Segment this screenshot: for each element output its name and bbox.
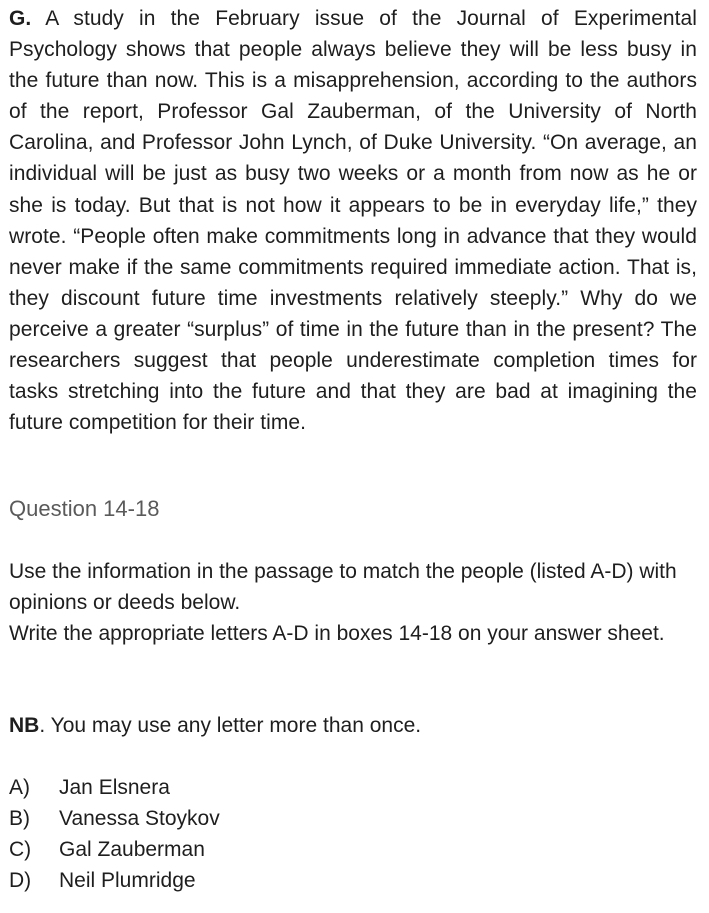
- option-item: [9, 834, 220, 865]
- option-item: [9, 865, 220, 896]
- option-name: Jan Elsnera: [59, 776, 170, 799]
- option-item: [9, 803, 220, 834]
- instructions: [9, 556, 699, 649]
- section-heading: Question 14-18: [9, 496, 160, 521]
- option-name: Neil Plumridge: [59, 869, 196, 892]
- option-item: [9, 772, 220, 803]
- passage-paragraph: [9, 3, 697, 438]
- option-letter: B): [9, 807, 30, 830]
- note: [9, 710, 421, 741]
- option-letter: A): [9, 776, 30, 799]
- passage-text: A study in the February issue of the Journal of Experimental Psychology shows that people always believe they will be less busy in the future than now. This is a misapprehension, according to the authors of the report, Professor Gal Zauberman, of the University of North Carolina, and Professor John Lynch, of Duke University. “On average, an individual will be just as busy two weeks or a month from now as he or she is today. But that is not how it appears to be in everyday life,” they wrote. “People often make commitments long in advance that they would never make if the same commitments required immediate action. That is, they discount future time investments relatively steeply.” Why do we perceive a greater “surplus” of time in the future than in the present? The researchers suggest that people underestimate completion times for tasks stretching into the future and that they are bad at imagining the future competition for their time.: [9, 7, 697, 435]
- option-name: Gal Zauberman: [59, 838, 205, 861]
- options-list: [9, 772, 220, 896]
- passage-label: G.: [9, 7, 32, 30]
- option-name: Vanessa Stoykov: [59, 807, 220, 830]
- instruction-line-1: Use the information in the passage to match the people (listed A-D) with opinions or deeds below.: [9, 560, 677, 614]
- note-label: NB: [9, 714, 40, 737]
- instruction-line-2: Write the appropriate letters A-D in boxes 14-18 on your answer sheet.: [9, 622, 665, 645]
- option-letter: D): [9, 869, 32, 892]
- option-letter: C): [9, 838, 32, 861]
- note-text: . You may use any letter more than once.: [39, 714, 422, 737]
